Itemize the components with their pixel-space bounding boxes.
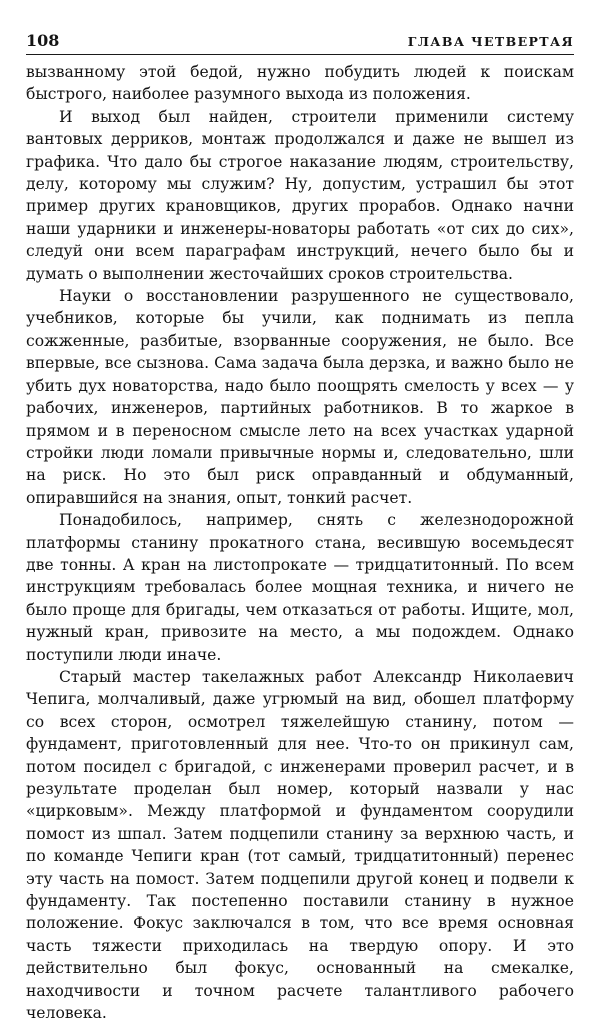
chapter-title: ГЛАВА ЧЕТВЕРТАЯ <box>407 34 574 49</box>
paragraph: Понадобилось, например, снять с железнодорожной платформы станину прокатного стана, весившую восемьдесят две тонны. А кран на листопрокате — тридцатитонный. По всем инструкциям требовалась более мощная техника, и ничего не было проще для бригады, чем отказаться от работы. Ищите, мол, нужный кран, привозите на место, а мы подождем. Однако поступили люди иначе. <box>26 511 574 664</box>
running-head <box>26 32 574 55</box>
book-page <box>26 32 574 1024</box>
body-text <box>26 61 574 1024</box>
paragraph: Старый мастер такелажных работ Александр Николаевич Чепига, молчаливый, даже угрюмый на вид, обошел платформу со всех сторон, осмотрел тяжелейшую станину, потом — фундамент, приготовленный для нее. Что-то он прикинул сам, потом посидел с бригадой, с инженерами проверил расчет, и в результате проделан был номер, который назвали у нас «цирковым». Между платформой и фундаментом соорудили помост из шпал. Затем подцепили станину за верхнюю часть, и по команде Чепиги кран (тот самый, тридцатитонный) перенес эту часть на помост. Затем подцепили другой конец и подвели к фундаменту. Так постепенно поставили станину в нужное положение. Фокус заключался в том, что все время основная часть тяжести приходилась на твердую опору. И это действительно был фокус, основанный на смекалке, находчивости и точном расчете талантливого рабочего человека. <box>26 667 574 1023</box>
paragraph: И выход был найден, строители применили систему вантовых дерриков, монтаж продолжался и даже не вышел из графика. Что дало бы строгое наказание людям, строительству, делу, которому мы служим? Ну, допустим, устрашил бы этот пример других крановщиков, других прорабов. Однако начни наши ударники и инженеры-новаторы работать «от сих до сих», следуй они всем параграфам инструкций, нечего было бы и думать о выполнении жесточайших сроков строительства. <box>26 107 574 283</box>
page-number: 108 <box>26 31 60 50</box>
paragraph-continued: вызванному этой бедой, нужно побудить людей к поискам быстрого, наиболее разумного выхода из положения. <box>26 63 574 104</box>
paragraph: Науки о восстановлении разрушенного не существовало, учебников, которые бы учили, как поднимать из пепла сожженные, разбитые, взорванные сооружения, не было. Все впервые, все сызнова. Сама задача была дерзка, и важно было не убить дух новаторства, надо было поощрять смелость у всех — у рабочих, инженеров, партийных работников. В то жаркое в прямом и в переносном смысле лето на всех участках ударной стройки люди ломали привычные нормы и, следовательно, шли на риск. Но это был риск оправданный и обдуманный, опиравшийся на знания, опыт, тонкий расчет. <box>26 287 574 507</box>
